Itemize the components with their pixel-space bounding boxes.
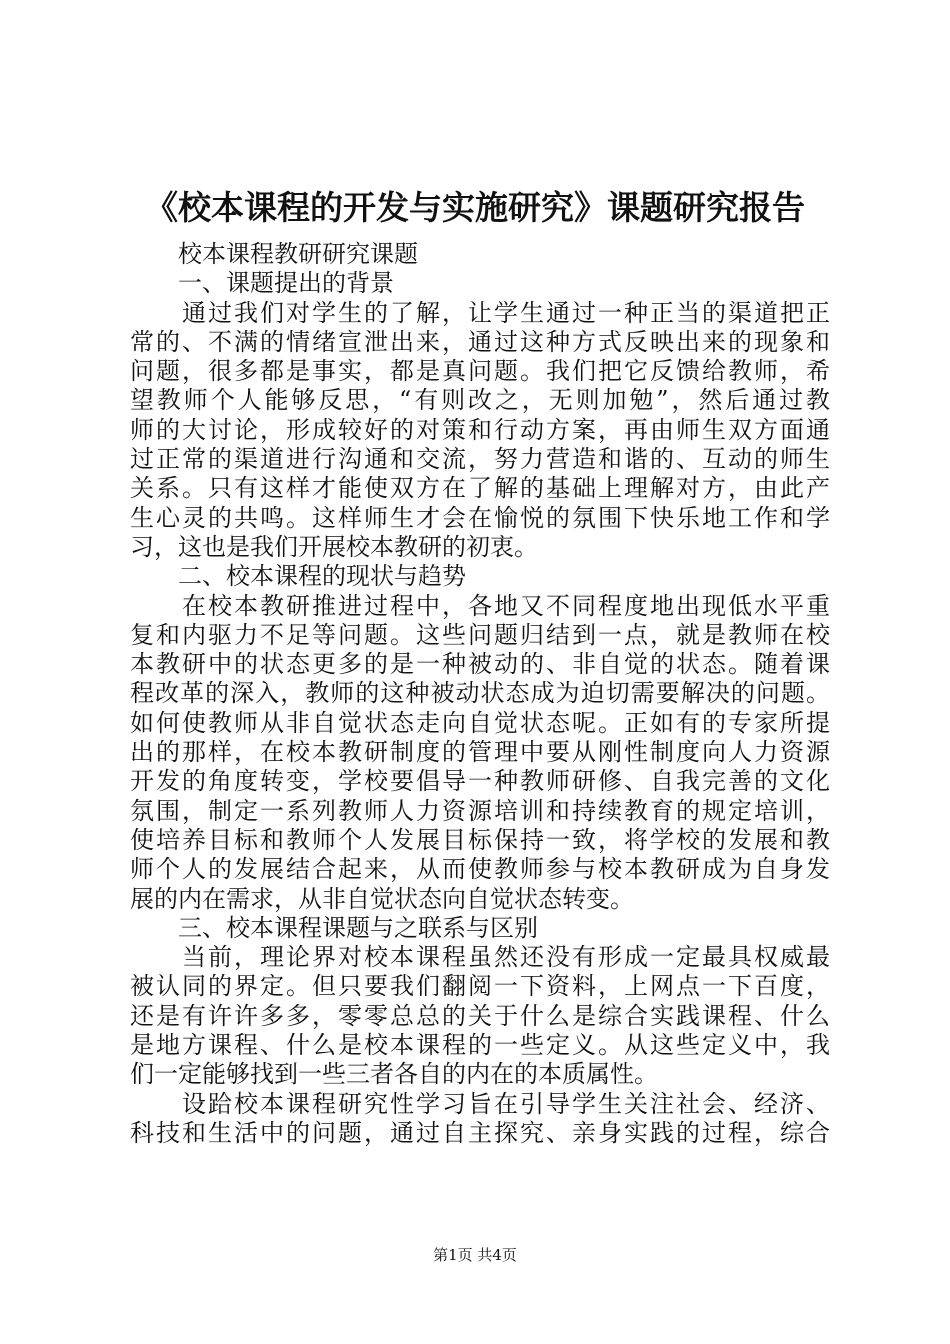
paragraph-line: 科技和生活中的问题，通过自主探究、亲身实践的过程，综合 bbox=[130, 1118, 830, 1147]
paragraph-line: 程改革的深入，教师的这种被动状态成为迫切需要解决的问题。 bbox=[130, 679, 830, 708]
paragraph-line: 开发的角度转变，学校要倡导一种教师研修、自我完善的文化 bbox=[130, 767, 830, 796]
paragraph-line: 设跲校本课程研究性学习旨在引导学生关注社会、经济、 bbox=[130, 1089, 830, 1118]
paragraph-line: 二、校本课程的现状与趋势 bbox=[130, 562, 466, 591]
document-body bbox=[130, 240, 830, 1148]
paragraph-line: 望教师个人能够反思，“有则改之，无则加勉”，然后通过教 bbox=[130, 386, 830, 415]
paragraph-line: 在校本教研推进过程中，各地又不同程度地出现低水平重 bbox=[130, 591, 830, 620]
paragraph-line: 复和内驱力不足等问题。这些问题归结到一点，就是教师在校 bbox=[130, 620, 830, 649]
paragraph-line: 问题，很多都是事实，都是真问题。我们把它反馈给教师，希 bbox=[130, 357, 830, 386]
paragraph-line: 本教研中的状态更多的是一种被动的、非自觉的状态。随着课 bbox=[130, 650, 830, 679]
paragraph-line: 还是有许许多多，零零总总的关于什么是综合实践课程、什么 bbox=[130, 1001, 830, 1030]
paragraph-line: 三、校本课程课题与之联系与区别 bbox=[130, 913, 538, 942]
paragraph-line: 一、课题提出的背景 bbox=[130, 269, 394, 298]
paragraph-line: 习，这也是我们开展校本教研的初衷。 bbox=[130, 532, 538, 561]
paragraph-line: 生心灵的共鸣。这样师生才会在愉悦的氛围下快乐地工作和学 bbox=[130, 503, 830, 532]
paragraph-line: 是地方课程、什么是校本课程的一些定义。从这些定义中，我 bbox=[130, 1031, 830, 1060]
document-title: 《校本课程的开发与实施研究》课题研究报告 bbox=[145, 188, 805, 227]
page-footer: 第1页 共4页 bbox=[433, 1246, 517, 1264]
paragraph-line: 出的那样，在校本教研制度的管理中要从刚性制度向人力资源 bbox=[130, 738, 830, 767]
paragraph-line: 们一定能够找到一些三者各自的内在的本质属性。 bbox=[130, 1060, 658, 1089]
paragraph-line: 校本课程教研研究课题 bbox=[130, 240, 418, 268]
paragraph-line: 过正常的渠道进行沟通和交流，努力营造和谐的、互动的师生 bbox=[130, 445, 830, 474]
paragraph-line: 师个人的发展结合起来，从而使教师参与校本教研成为自身发 bbox=[130, 855, 830, 884]
paragraph-line: 被认同的界定。但只要我们翻阅一下资料，上网点一下百度， bbox=[130, 972, 830, 1001]
paragraph-line: 如何使教师从非自觉状态走向自觉状态呢。正如有的专家所提 bbox=[130, 708, 830, 737]
paragraph-line: 通过我们对学生的了解，让学生通过一种正当的渠道把正 bbox=[130, 298, 830, 327]
paragraph-line: 师的大讨论，形成较好的对策和行动方案，再由师生双方面通 bbox=[130, 415, 830, 444]
paragraph-line: 常的、不满的情绪宣泄出来，通过这种方式反映出来的现象和 bbox=[130, 327, 830, 356]
paragraph-line: 关系。只有这样才能使双方在了解的基础上理解对方，由此产 bbox=[130, 474, 830, 503]
paragraph-line: 当前，理论界对校本课程虽然还没有形成一定最具权威最 bbox=[130, 943, 830, 972]
paragraph-line: 展的内在需求，从非自觉状态向自觉状态转变。 bbox=[130, 884, 634, 913]
paragraph-line: 氛围，制定一系列教师人力资源培训和持续教育的规定培训， bbox=[130, 796, 830, 825]
paragraph-line: 使培养目标和教师个人发展目标保持一致，将学校的发展和教 bbox=[130, 825, 830, 854]
